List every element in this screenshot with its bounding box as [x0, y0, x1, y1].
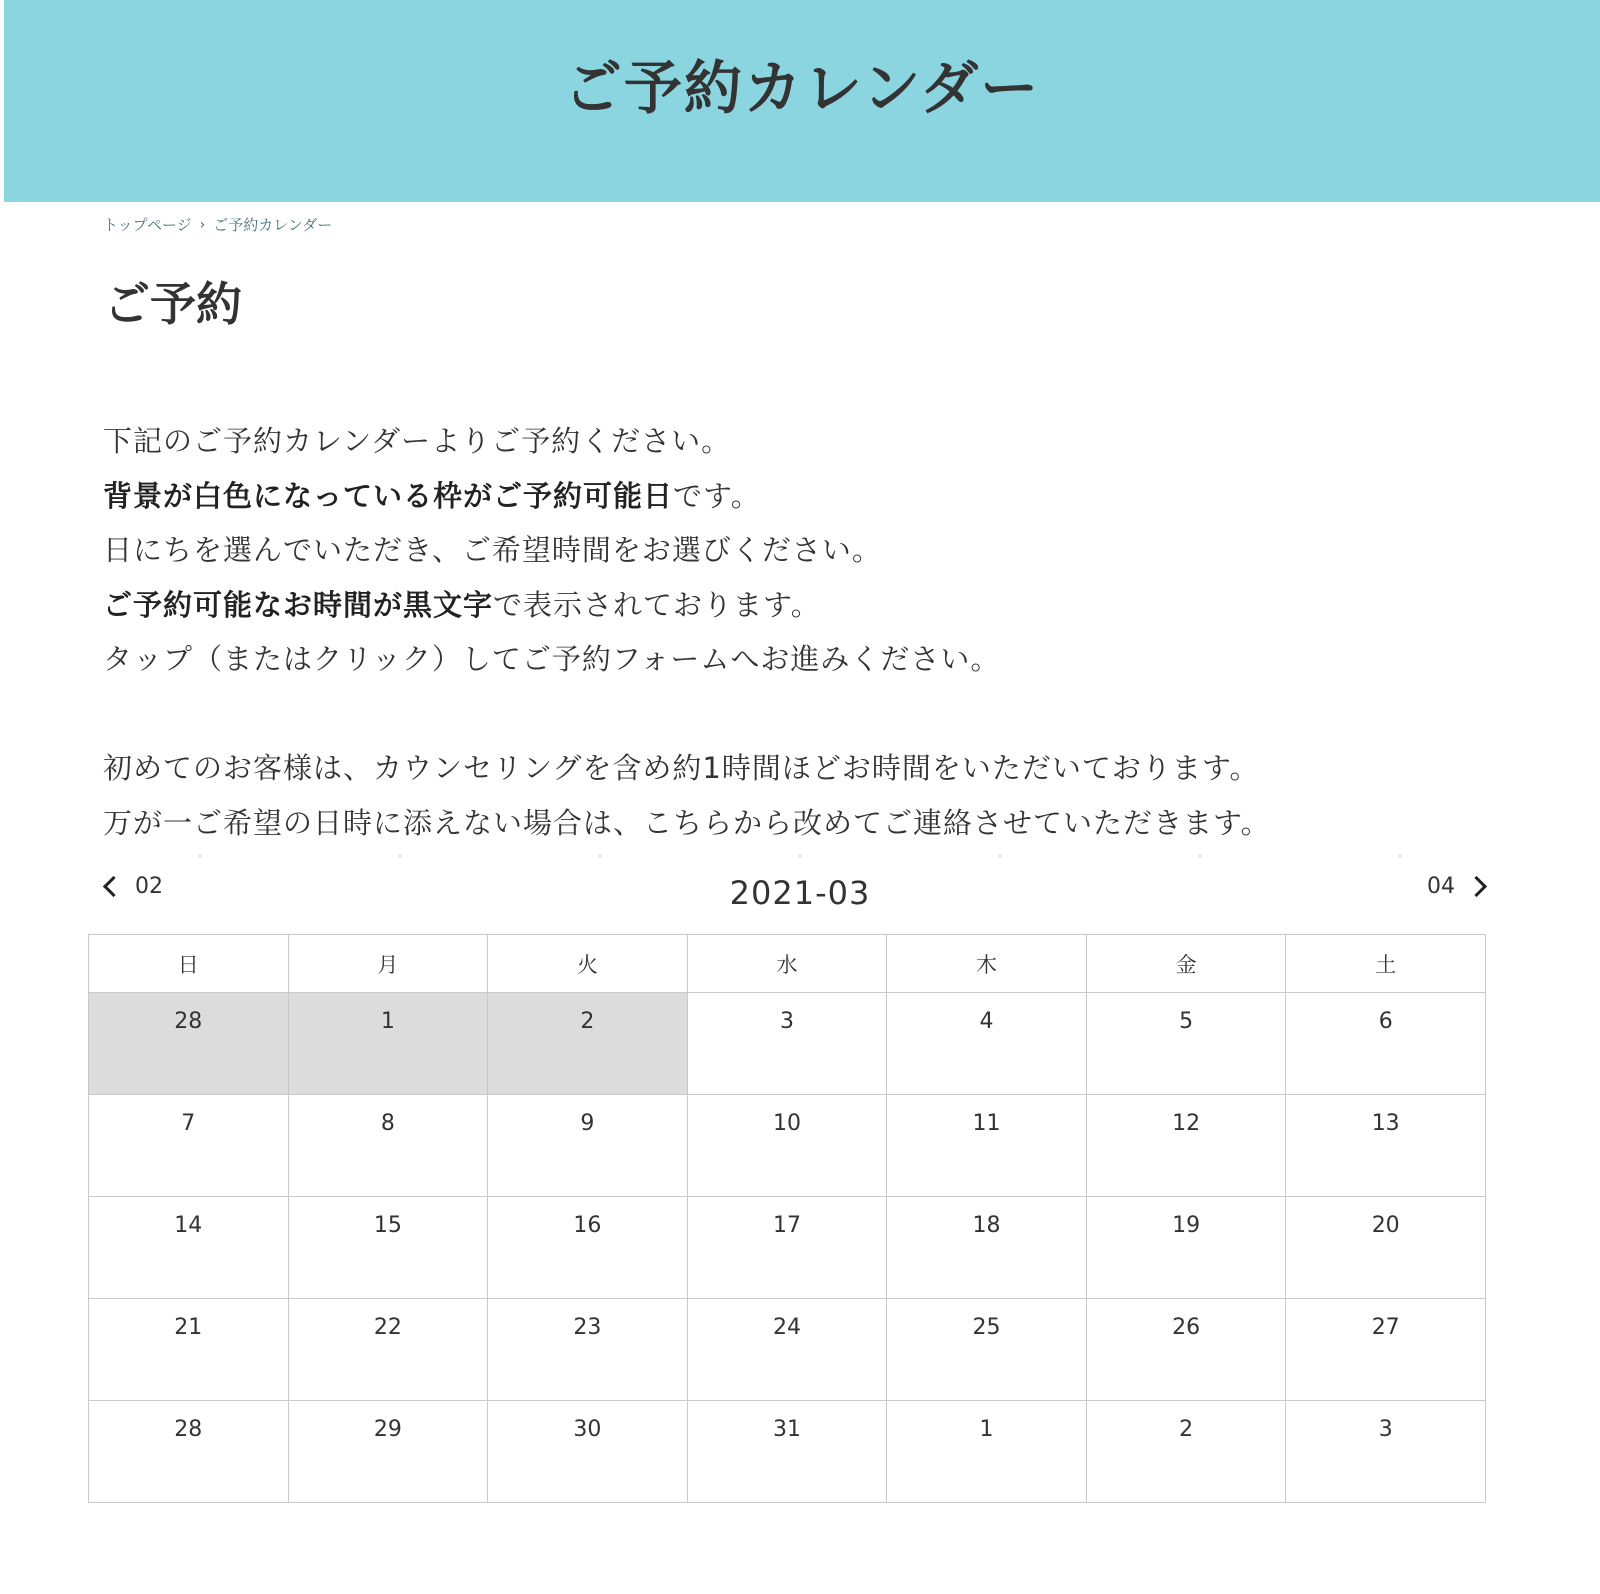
day-cell[interactable]: 31 — [687, 1401, 887, 1503]
calendar-nav — [100, 868, 1500, 918]
next-month-button[interactable] — [1427, 874, 1490, 899]
day-cell[interactable]: 2 — [1086, 1401, 1286, 1503]
breadcrumb-item-current: ご予約カレンダー — [213, 216, 333, 234]
day-cell[interactable]: 17 — [687, 1197, 887, 1299]
day-cell[interactable]: 25 — [887, 1299, 1087, 1401]
week-row — [89, 1299, 1486, 1401]
day-cell[interactable]: 6 — [1286, 993, 1486, 1095]
prev-month-label[interactable]: 02 — [135, 874, 163, 899]
intro-line-7: 万が一ご希望の日時に添えない場合は、こちらから改めてご連絡させていただきます。 — [103, 805, 1271, 840]
day-cell[interactable]: 15 — [288, 1197, 488, 1299]
intro-line-6: 初めてのお客様は、カウンセリングを含め約1時間ほどお時間をいただいております。 — [103, 751, 1260, 785]
intro-line-4-rest: で表示されております。 — [493, 587, 821, 622]
week-row — [89, 1197, 1486, 1299]
weekday-tue: 火 — [488, 935, 688, 993]
day-cell[interactable]: 12 — [1086, 1095, 1286, 1197]
day-cell: 28 — [89, 993, 289, 1095]
day-cell[interactable]: 3 — [1286, 1401, 1486, 1503]
day-cell[interactable]: 24 — [687, 1299, 887, 1401]
day-cell[interactable]: 28 — [89, 1401, 289, 1503]
intro-line-4 — [103, 578, 1523, 633]
intro-line-3: 日にちを選んでいただき、ご希望時間をお選びください。 — [103, 533, 882, 567]
intro-line-2-rest: です。 — [673, 478, 761, 513]
intro-line-4-bold: ご予約可能なお時間が黒文字 — [103, 587, 494, 622]
week-row — [89, 993, 1486, 1095]
weekday-header-row — [89, 935, 1486, 993]
current-month: 2021-03 — [729, 874, 871, 912]
day-cell[interactable]: 8 — [288, 1095, 488, 1197]
weekday-sun: 日 — [89, 935, 289, 993]
day-cell[interactable]: 4 — [887, 993, 1087, 1095]
breadcrumb-separator-icon: › — [199, 216, 206, 233]
page-title: ご予約 — [104, 277, 242, 331]
day-cell[interactable]: 22 — [288, 1299, 488, 1401]
day-cell[interactable]: 18 — [887, 1197, 1087, 1299]
day-cell[interactable]: 5 — [1086, 993, 1286, 1095]
day-cell[interactable]: 21 — [89, 1299, 289, 1401]
intro-line-5: タップ（またはクリック）してご予約フォームへお進みください。 — [103, 642, 1001, 676]
day-cell[interactable]: 13 — [1286, 1095, 1486, 1197]
chevron-right-icon[interactable] — [1466, 876, 1487, 897]
day-cell[interactable]: 11 — [887, 1095, 1087, 1197]
intro-line-2-bold: 背景が白色になっている枠がご予約可能日 — [103, 478, 674, 513]
day-cell[interactable]: 7 — [89, 1095, 289, 1197]
dotted-divider — [100, 855, 1500, 857]
breadcrumb-item-top[interactable]: トップページ — [103, 216, 192, 234]
weekday-fri: 金 — [1086, 935, 1286, 993]
day-cell: 1 — [288, 993, 488, 1095]
day-cell[interactable]: 19 — [1086, 1197, 1286, 1299]
next-month-label[interactable]: 04 — [1427, 874, 1455, 899]
week-row — [89, 1095, 1486, 1197]
day-cell[interactable]: 27 — [1286, 1299, 1486, 1401]
day-cell[interactable]: 10 — [687, 1095, 887, 1197]
day-cell[interactable]: 29 — [288, 1401, 488, 1503]
day-cell[interactable]: 16 — [488, 1197, 688, 1299]
intro-spacer — [103, 687, 1523, 742]
weekday-thu: 木 — [887, 935, 1087, 993]
day-cell[interactable]: 23 — [488, 1299, 688, 1401]
day-cell[interactable]: 1 — [887, 1401, 1087, 1503]
day-cell[interactable]: 30 — [488, 1401, 688, 1503]
day-cell[interactable]: 9 — [488, 1095, 688, 1197]
day-cell: 2 — [488, 993, 688, 1095]
day-cell[interactable]: 20 — [1286, 1197, 1486, 1299]
weekday-mon: 月 — [288, 935, 488, 993]
intro-line-1: 下記のご予約カレンダーよりご予約ください。 — [103, 424, 732, 458]
intro-text — [103, 414, 1523, 850]
intro-line-2 — [103, 469, 1523, 524]
week-row — [89, 1401, 1486, 1503]
breadcrumb — [103, 214, 332, 235]
weekday-wed: 水 — [687, 935, 887, 993]
day-cell[interactable]: 3 — [687, 993, 887, 1095]
day-cell[interactable]: 26 — [1086, 1299, 1286, 1401]
weekday-sat: 土 — [1286, 935, 1486, 993]
day-cell[interactable]: 14 — [89, 1197, 289, 1299]
header-title: ご予約カレンダー — [563, 54, 1041, 122]
calendar-grid — [88, 934, 1486, 1503]
header-banner — [4, 0, 1600, 202]
